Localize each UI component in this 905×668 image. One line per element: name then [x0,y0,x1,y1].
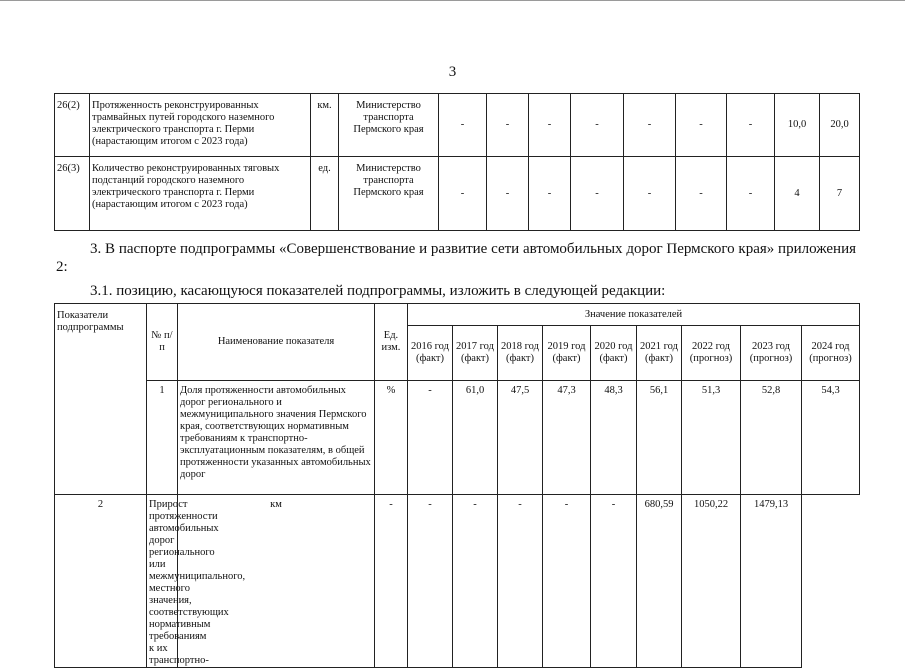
responsible-org: Министерство транспорта Пермского края [339,157,439,231]
value-cell: - [727,94,775,157]
row-number: 1 [147,381,178,495]
value-cell: 1479,13 [741,495,802,668]
year-header: 2017 год (факт) [453,326,498,381]
value-cell: - [375,495,408,668]
paragraph-3: 3. В паспорте подпрограммы «Совершенствование и развитие сети автомобильных дорог Пермского края» приложения 2: [56,241,856,275]
value-cell: - [676,157,727,231]
col-header-name: Наименование показателя [178,304,375,381]
year-header: 2024 год (прогноз) [802,326,860,381]
indicator-name: Протяженность реконструированных трамвайных путей городского наземного электрического транспорта г. Перми (нарастающим итогом с 2023 года) [90,94,311,157]
value-cell: - [591,495,637,668]
value-cell: 7 [820,157,860,231]
indicators-continuation-table [54,93,860,231]
value-cell: 56,1 [637,381,682,495]
value-cell: 48,3 [591,381,637,495]
unit: км [178,495,375,668]
value-cell: 10,0 [775,94,820,157]
value-cell: - [571,157,624,231]
indicator-name: Прирост протяженности автомобильных дорог регионального или межмуниципального, местного значения, соответствующих нормативным требованиям к их транспортно- [147,495,178,668]
page-top-border [0,0,905,1]
page-number: 3 [448,64,457,80]
year-header: 2018 год (факт) [498,326,543,381]
year-header: 2019 год (факт) [543,326,591,381]
unit: ед. [311,157,339,231]
value-cell: - [543,495,591,668]
value-cell: 51,3 [682,381,741,495]
value-cell: 52,8 [741,381,802,495]
value-cell: - [439,94,487,157]
value-cell: 61,0 [453,381,498,495]
col-header-values: Значение показателей [408,304,860,326]
unit: % [375,381,408,495]
value-cell: - [676,94,727,157]
table-row [55,94,860,157]
paragraph-3-1: 3.1. позицию, касающуюся показателей подпрограммы, изложить в следующей редакции: [90,283,666,299]
row-number: 26(3) [55,157,90,231]
row-number: 26(2) [55,94,90,157]
value-cell: - [498,495,543,668]
value-cell: - [529,94,571,157]
year-header: 2023 год (прогноз) [741,326,802,381]
year-header: 2020 год (факт) [591,326,637,381]
value-cell: - [453,495,498,668]
value-cell: 47,5 [498,381,543,495]
value-cell: - [571,94,624,157]
value-cell: - [408,495,453,668]
table-row [55,495,860,668]
table-row [55,157,860,231]
value-cell: - [487,157,529,231]
col-header-number: № п/п [147,304,178,381]
value-cell: 1050,22 [682,495,741,668]
subprogram-indicators-table [54,303,860,668]
value-cell: - [624,94,676,157]
year-header: 2016 год (факт) [408,326,453,381]
year-header: 2022 год (прогноз) [682,326,741,381]
value-cell: 20,0 [820,94,860,157]
value-cell: 54,3 [802,381,860,495]
value-cell: - [529,157,571,231]
responsible-org: Министерство транспорта Пермского края [339,94,439,157]
indicator-name: Количество реконструированных тяговых подстанций городского наземного электрического транспорта г. Перми (нарастающим итогом с 2023 года) [90,157,311,231]
value-cell: - [487,94,529,157]
table-row [55,381,860,495]
col-header-subprogram: Показатели подпрограммы [55,304,147,495]
row-number: 2 [55,495,147,668]
value-cell: 680,59 [637,495,682,668]
value-cell: - [624,157,676,231]
year-header: 2021 год (факт) [637,326,682,381]
value-cell: - [439,157,487,231]
indicator-name: Доля протяженности автомобильных дорог регионального и межмуниципального значения Пермского края, соответствующих нормативным требованиям к транспортно-эксплуатационным показателям, в общей протяженности указанных автомобильных дорог [178,381,375,495]
value-cell: - [408,381,453,495]
value-cell: 4 [775,157,820,231]
value-cell: 47,3 [543,381,591,495]
unit: км. [311,94,339,157]
value-cell: - [727,157,775,231]
table-header-row [55,304,860,326]
col-header-unit: Ед. изм. [375,304,408,381]
